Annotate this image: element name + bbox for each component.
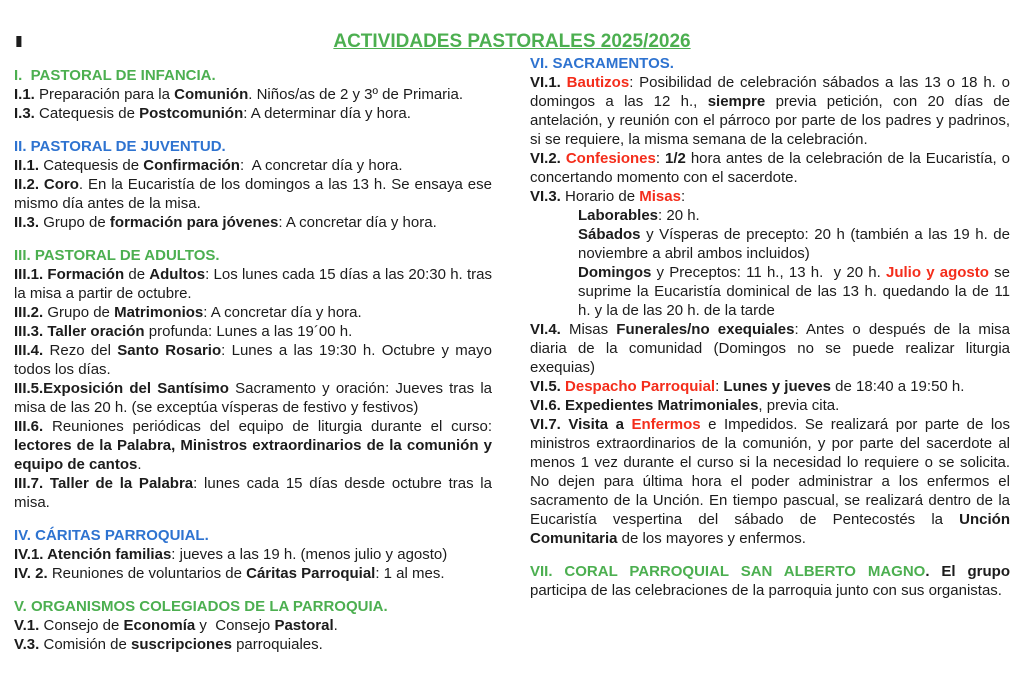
text-segment: III. PASTORAL DE ADULTOS. <box>14 247 220 264</box>
text-segment: Grupo de <box>43 214 110 231</box>
text-segment: I.3. <box>14 105 40 122</box>
text-segment: Unción Comunitaria <box>530 511 1010 547</box>
text-segment: suscripciones <box>131 636 232 653</box>
text-segment: Pastoral <box>274 617 334 634</box>
item-i3 <box>14 104 492 123</box>
text-segment: II. PASTORAL DE JUVENTUD. <box>14 138 226 155</box>
text-segment: de <box>124 266 150 283</box>
text-segment: formación para jóvenes <box>109 214 279 231</box>
text-segment: III.5.Exposición del Santísimo <box>14 380 229 397</box>
text-segment: : Lunes a las 19:30 h. Octubre y mayo todos los días. <box>14 342 492 378</box>
text-segment: Rezo del <box>49 342 118 359</box>
text-segment: . <box>333 617 338 634</box>
text-segment: V.1. <box>14 617 44 634</box>
text-segment: VI. SACRAMENTOS. <box>530 55 674 72</box>
text-segment: : Los lunes cada 15 días a las 20:30 h. tras la misa a partir de octubre. <box>14 266 492 302</box>
item-ii3 <box>14 213 492 232</box>
text-segment: . <box>137 456 142 473</box>
text-segment: : lunes cada 15 días desde octubre tras la misa. <box>14 475 492 511</box>
text-segment: Sacramento y oración: Jueves tras la misa de las 20 h. (se exceptúa vísperas de festivo y festivos) <box>14 380 493 416</box>
text-segment: Reuniones de voluntarios de <box>51 565 247 582</box>
text-segment: : jueves a las 19 h. (menos julio y agosto) <box>171 546 448 563</box>
heading-pastoral-infancia <box>14 66 492 85</box>
item-iii6 <box>14 417 492 474</box>
text-segment: Misas <box>639 188 681 205</box>
page-title: ACTIVIDADES PASTORALES 2025/2026 <box>333 31 691 52</box>
text-segment: Matrimonios <box>114 304 204 321</box>
text-segment: parroquiales. <box>231 636 323 653</box>
heading-sacramentos <box>530 54 1010 73</box>
text-segment: VI.1. <box>530 74 567 91</box>
text-segment: . En la Eucaristía de los domingos a las 13 h. Se ensaya ese mismo día antes de la misa. <box>14 176 492 212</box>
marker-row <box>14 33 492 52</box>
text-segment: profunda: Lunes a las 19´00 h. <box>144 323 353 340</box>
item-iv2 <box>14 564 492 583</box>
text-segment: IV. 2. <box>14 565 52 582</box>
text-segment: III.3. Taller oración <box>14 323 145 340</box>
text-segment: III.6. <box>14 418 52 435</box>
text-segment: Enfermos <box>631 416 701 433</box>
two-column-layout <box>0 33 1024 654</box>
item-vi3 <box>530 187 1010 206</box>
text-segment: : A determinar día y hora. <box>243 105 411 122</box>
text-segment: : A concretar día y hora. <box>203 304 362 321</box>
item-vi1 <box>530 73 1010 149</box>
item-ii2 <box>14 175 492 213</box>
text-segment: Preparación para la <box>39 86 175 103</box>
item-vi4 <box>530 320 1010 377</box>
item-iii7 <box>14 474 492 512</box>
item-vi6 <box>530 396 1010 415</box>
text-segment: III.4. <box>14 342 50 359</box>
text-segment: III.2. <box>14 304 48 321</box>
item-iii5 <box>14 379 492 417</box>
text-segment: Catequesis de <box>39 105 140 122</box>
text-segment: Despacho Parroquial <box>565 378 716 395</box>
text-segment: Economía <box>123 617 196 634</box>
text-segment: siempre <box>707 93 766 110</box>
item-iii4 <box>14 341 492 379</box>
item-iii3 <box>14 322 492 341</box>
text-segment: : <box>680 188 686 205</box>
item-vi2 <box>530 149 1010 187</box>
text-segment: Comisión de <box>43 636 132 653</box>
text-segment: I.1. <box>14 86 40 103</box>
heading-organismos-colegiados <box>14 597 492 616</box>
text-segment: VI.3. <box>530 188 566 205</box>
item-vii-coral <box>530 562 1010 600</box>
text-segment: Reuniones periódicas del equipo de liturgia durante el curso: <box>52 418 492 435</box>
text-segment: VI.5. <box>530 378 566 395</box>
text-segment: Santo Rosario <box>117 342 222 359</box>
text-segment: : 20 h. <box>658 207 700 224</box>
text-segment: V.3. <box>14 636 44 653</box>
text-segment: I. PASTORAL DE INFANCIA. <box>14 67 216 84</box>
text-segment: Grupo de <box>47 304 115 321</box>
text-segment: Misas <box>568 321 617 338</box>
text-segment: y Vísperas de precepto: 20 h (también a las 19 h. de noviembre a abril ambos incluidos) <box>578 226 1010 262</box>
heading-pastoral-juventud <box>14 137 492 156</box>
text-segment: : <box>655 150 665 167</box>
text-segment: y Preceptos: 11 h., 13 h. y 20 h. <box>651 264 886 281</box>
text-segment: de 18:40 a 19:50 h. <box>830 378 965 395</box>
text-segment: VII. CORAL PARROQUIAL SAN ALBERTO MAGNO <box>530 563 926 580</box>
item-vi7 <box>530 415 1010 548</box>
text-segment: VI.4. <box>530 321 569 338</box>
text-segment: III.1. Formación <box>14 266 125 283</box>
text-segment: Bautizos <box>566 74 630 91</box>
item-vi3-sabados <box>578 225 1010 263</box>
text-segment: II.3. <box>14 214 44 231</box>
text-segment: Laborables <box>578 207 659 224</box>
text-segment: hora antes de la celebración de la Eucaristía, o concertando momento con el sacerdote. <box>530 150 1010 186</box>
text-segment: : A concretar día y hora. <box>239 157 403 174</box>
text-segment: Julio y agosto <box>886 264 989 281</box>
text-segment: Adultos <box>149 266 206 283</box>
text-segment: . Niños/as de 2 y 3º de Primaria. <box>248 86 464 103</box>
left-column <box>14 33 492 654</box>
text-segment: VI.6. Expedientes Matrimoniales <box>530 397 759 414</box>
text-segment: V. ORGANISMOS COLEGIADOS DE LA PARROQUIA. <box>14 598 388 615</box>
text-segment: lectores de la Palabra, Ministros extraordinarios de la comunión y equipo de cantos <box>14 437 492 473</box>
text-segment: Lunes y jueves <box>723 378 831 395</box>
text-segment: Sábados <box>578 226 641 243</box>
text-segment: Catequesis de <box>43 157 144 174</box>
item-iii2 <box>14 303 492 322</box>
text-segment: : 1 al mes. <box>375 565 445 582</box>
text-segment: IV.1. Atención familias <box>14 546 172 563</box>
text-segment: : Antes o después de la misa diaria de la comunidad (Domingos no se puede realizar liturgia exequias) <box>530 321 1010 376</box>
text-segment: II.1. <box>14 157 44 174</box>
text-segment: Comunión <box>174 86 249 103</box>
text-segment: VI.7. Visita a <box>530 416 632 433</box>
heading-caritas-parroquial <box>14 526 492 545</box>
item-vi3-domingos <box>578 263 1010 320</box>
text-segment: Confesiones <box>565 150 656 167</box>
text-segment: VI.2. <box>530 150 566 167</box>
text-segment: de los mayores y enfermos. <box>617 530 806 547</box>
text-segment: Horario de <box>565 188 640 205</box>
text-segment: participa de las celebraciones de la parroquia junto con sus organistas. <box>530 582 1002 599</box>
item-iv1 <box>14 545 492 564</box>
heading-pastoral-adultos <box>14 246 492 265</box>
text-segment: previa petición, con 20 días de antelación, y reunión con el párroco por parte de los padres y padrinos, si se requiere, la misma semana de la celebración. <box>530 93 1010 148</box>
item-iii1 <box>14 265 492 303</box>
item-ii1 <box>14 156 492 175</box>
text-segment: : <box>715 378 724 395</box>
text-segment: : A concretar día y hora. <box>278 214 437 231</box>
text-segment: IV. CÁRITAS PARROQUIAL. <box>14 527 209 544</box>
text-segment: . El grupo <box>925 563 1010 580</box>
text-segment: Consejo de <box>43 617 124 634</box>
text-segment: Cáritas Parroquial <box>246 565 376 582</box>
right-column-blocks <box>530 54 1010 600</box>
item-v3 <box>14 635 492 654</box>
text-segment: III.7. Taller de la Palabra <box>14 475 194 492</box>
text-segment: y Consejo <box>195 617 275 634</box>
item-vi5 <box>530 377 1010 396</box>
text-segment: 1/2 <box>665 150 686 167</box>
title-row <box>0 0 1024 52</box>
text-segment: Postcomunión <box>139 105 244 122</box>
cursor-marker: I <box>14 34 24 51</box>
item-vi3-laborables <box>578 206 1010 225</box>
text-segment: Domingos <box>578 264 652 281</box>
text-segment: Confirmación <box>143 157 240 174</box>
text-segment: se suprime la Eucaristía dominical de las 13 h. quedando la de 11 h. y la de las 20 h. de la tarde <box>578 264 1010 319</box>
text-segment: , previa cita. <box>758 397 840 414</box>
text-segment: : Posibilidad de celebración sábados a las 13 o 18 h. o domingos a las 12 h., <box>530 74 1010 110</box>
text-segment: Funerales/no exequiales <box>616 321 795 338</box>
item-v1 <box>14 616 492 635</box>
right-column <box>530 33 1010 654</box>
left-column-blocks <box>14 66 492 654</box>
text-segment: II.2. Coro <box>14 176 79 193</box>
item-i1 <box>14 85 492 104</box>
text-segment: e Impedidos. Se realizará por parte de los ministros extraordinarios de la comunión, y por parte del sacerdote al menos 1 vez durante el curso si la necesidad lo requiere o se solicita. No dejen para última hora el poder administrar a los enfermos el sacramento de la Unción. En tiempo pascual, se realizará dentro de la Eucaristía vespertina del sábado de Pentecostés la <box>530 416 1010 528</box>
